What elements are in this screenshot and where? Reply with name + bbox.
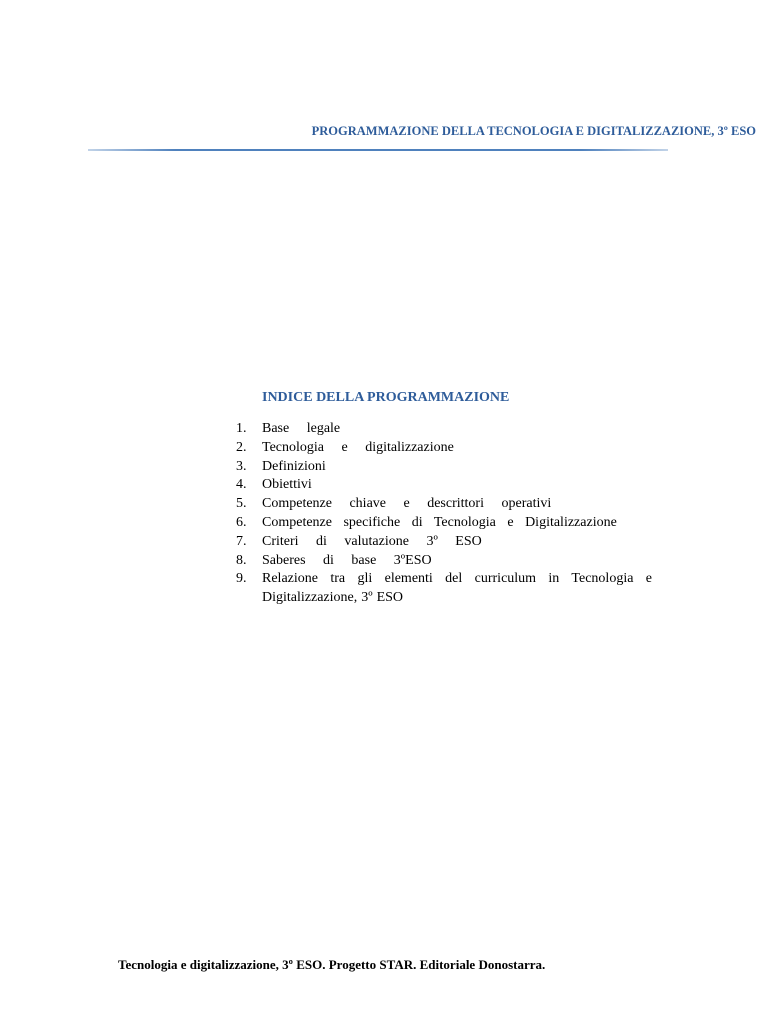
index-title: INDICE DELLA PROGRAMMAZIONE [262, 390, 510, 405]
index-item-text: Base legale [262, 421, 341, 436]
index-item-number: 4. [236, 477, 247, 493]
index-item-number: 9. [236, 571, 247, 587]
index-item-competenze-chiave [236, 495, 652, 514]
index-item-base-legale [236, 420, 652, 439]
index-item-definizioni [236, 458, 652, 477]
index-item-text: Relazione tra gli elementi del curriculum in Tecnologia e Digitalizzazione, 3º ESO [262, 571, 652, 606]
index-item-text: Tecnologia e digitalizzazione [262, 439, 454, 455]
index-item-obiettivi [236, 476, 652, 495]
index-item-text: Saberes di base 3ºESO [262, 552, 432, 568]
index-item-number: 3. [236, 458, 247, 474]
index-item-number: 8. [236, 552, 247, 568]
index-item-number: 1. [236, 421, 247, 436]
index-list [236, 420, 652, 608]
index-item-competenze-specifiche [236, 514, 652, 533]
index-item-text: Definizioni [262, 458, 326, 474]
index-item-number: 2. [236, 439, 247, 455]
index-item-relazione [236, 570, 652, 608]
index-item-number: 6. [236, 514, 247, 530]
header-divider [88, 149, 668, 151]
page-footer: Tecnologia e digitalizzazione, 3º ESO. Progetto STAR. Editoriale Donostarra. [118, 957, 546, 972]
index-item-text: Competenze specifiche di Tecnologia e Digitalizzazione [262, 514, 617, 530]
index-item-tecnologia [236, 439, 652, 458]
index-item-text: Obiettivi [262, 477, 312, 493]
index-item-text: Criteri di valutazione 3º ESO [262, 533, 482, 549]
page-header-title: PROGRAMMAZIONE DELLA TECNOLOGIA E DIGITALIZZAZIONE, 3º ESO [311, 124, 756, 138]
index-item-number: 7. [236, 533, 247, 549]
index-item-number: 5. [236, 496, 247, 512]
index-item-criteri [236, 533, 652, 552]
index-item-text: Competenze chiave e descrittori operativi [262, 496, 552, 512]
index-item-saberes [236, 552, 652, 571]
